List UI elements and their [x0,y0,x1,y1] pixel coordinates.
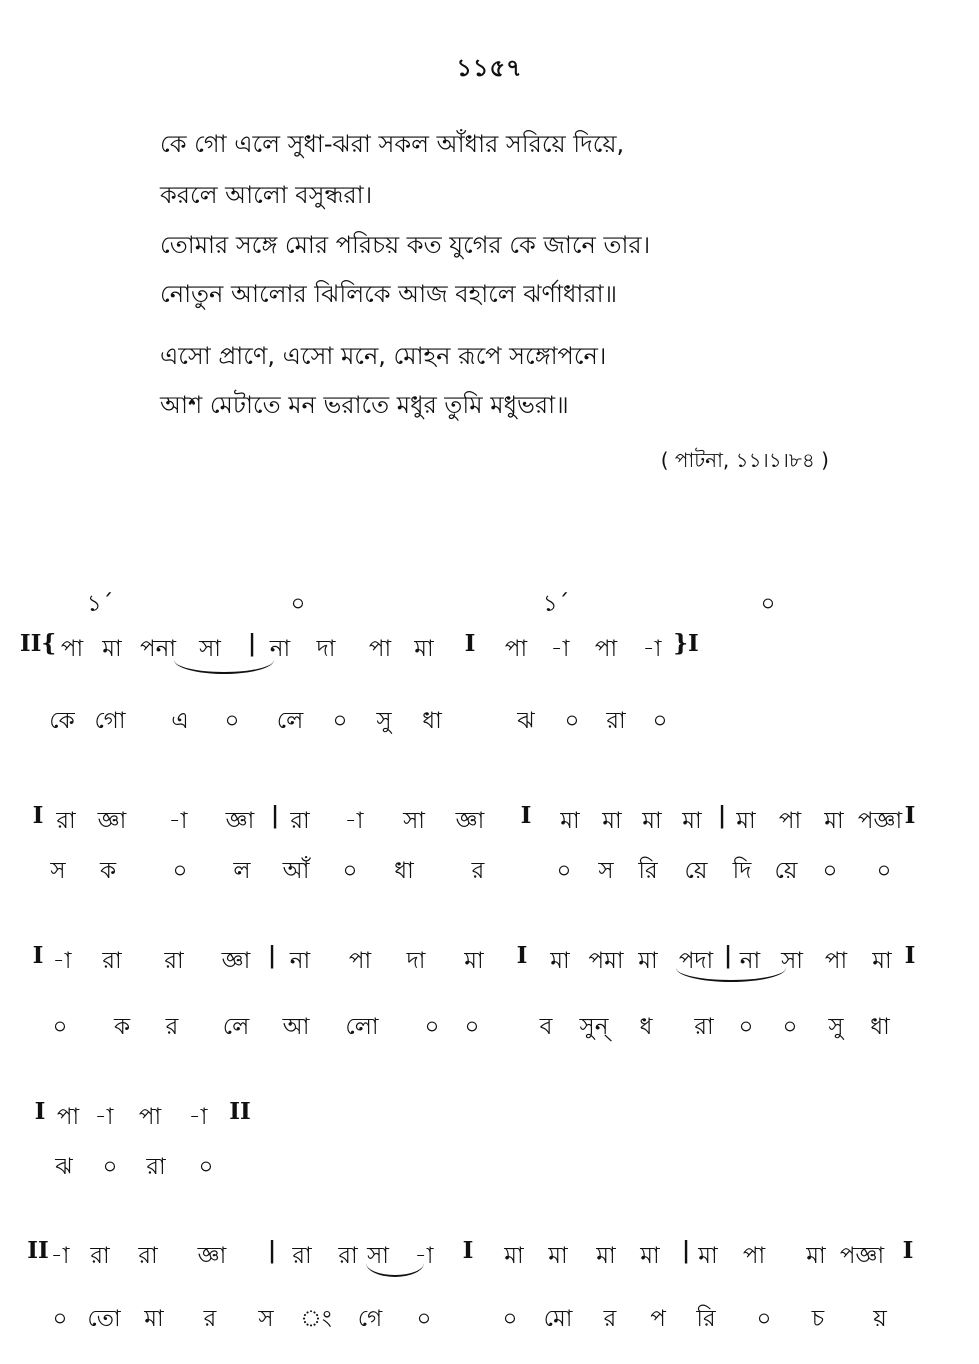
lyric-syllable: রি [696,1306,716,1332]
swar-note: মা [602,808,622,834]
lyric-syllable: ০ [822,858,838,884]
swar-note: রা [292,1243,312,1269]
swar-note: -া [344,808,364,834]
swar-note: রা [164,948,184,974]
swar-note: মা [638,948,658,974]
swar-note: মা [824,808,844,834]
swar-note: সা [367,1243,389,1269]
bar-line: | [267,942,277,969]
bar-line: I [464,630,476,657]
swar-note: মা [640,1243,660,1269]
lyric-syllable: লো [345,1014,379,1040]
lyric-syllable: মো [543,1306,573,1332]
lyric-line: তোমার সঙ্গে মোর পরিচয় কত যুগের কে জানে তার। [160,231,651,259]
lyric-syllable: ০ [342,858,358,884]
lyric-syllable: র [603,1306,617,1332]
beat-mark: ১´ [542,591,570,617]
swar-note: -া [52,948,72,974]
lyric-syllable: র [165,1014,179,1040]
swar-note: পমা [588,948,624,974]
bar-line: I [904,942,916,969]
lyric-syllable: দি [732,858,752,884]
lyric-syllable: চ [811,1306,825,1332]
swar-note: রা [290,808,310,834]
lyric-syllable: আ [282,1014,310,1040]
bar-line: I [516,942,528,969]
bar-line: | [270,802,280,829]
swar-note: পা [348,948,372,974]
place-date: ( পাটনা, ১১।১।৮৪ ) [660,448,829,472]
swar-note: না [289,948,311,974]
lyric-syllable: ০ [424,1014,440,1040]
swar-note: মা [102,636,122,662]
swar-note: মা [504,1243,524,1269]
lyric-syllable: ০ [416,1306,432,1332]
lyric-syllable: ০ [876,858,892,884]
swar-note: না [269,636,291,662]
swar-note: মা [698,1243,718,1269]
lyric-syllable: লে [276,708,304,734]
lyric-syllable: ং [300,1306,332,1332]
lyric-syllable: ০ [52,1306,68,1332]
swar-note: জ্ঞা [225,808,255,834]
lyric-syllable: গো [94,708,126,734]
swar-note: দা [316,636,336,662]
lyric-syllable: ০ [172,858,188,884]
lyric-syllable: ০ [198,1154,214,1180]
bar-line: I [902,1237,914,1264]
bar-line: I [34,1098,46,1125]
swar-note: পা [742,1243,766,1269]
swar-note: মা [682,808,702,834]
swar-note: রা [138,1243,158,1269]
lyric-syllable: রা [146,1154,166,1180]
swar-note: পা [138,1104,162,1130]
swar-note: না [739,948,761,974]
lyric-syllable: কে [49,708,75,734]
lyric-syllable: রা [694,1014,714,1040]
page-number: ১১৫৭ [456,54,523,82]
beat-mark: ১´ [86,591,114,617]
lyric-syllable: ০ [102,1154,118,1180]
swar-note: মা [464,948,484,974]
lyric-syllable: ০ [224,708,240,734]
lyric-syllable: সু [376,708,392,734]
lyric-syllable: র [471,858,485,884]
lyric-syllable: আঁ [282,858,310,884]
swar-note: -া [642,636,662,662]
lyric-line: নোতুন আলোর ঝিলিকে আজ বহালে ঝর্ণাধারা॥ [160,280,618,308]
lyric-syllable: ০ [652,708,668,734]
swar-note: -া [94,1104,114,1130]
lyric-syllable: ধা [870,1014,890,1040]
swar-note: -া [188,1104,208,1130]
lyric-syllable: ধা [394,858,414,884]
swar-note: রা [56,808,76,834]
lyric-syllable: ধা [422,708,442,734]
lyric-syllable: ০ [738,1014,754,1040]
lyric-syllable: ঝ [55,1154,73,1180]
bar-line: | [723,942,733,969]
bar-line: II{ [19,630,57,657]
swar-note: মা [560,808,580,834]
bar-line: I [32,802,44,829]
lyric-line: করলে আলো বসুন্ধরা। [160,181,373,209]
bar-line: | [681,1237,691,1264]
lyric-syllable: ক [113,1014,131,1040]
swar-note: মা [642,808,662,834]
bar-line: I [520,802,532,829]
bar-line: I [32,942,44,969]
swar-note: মা [548,1243,568,1269]
swar-note: পা [368,636,392,662]
lyric-syllable: এ [171,708,189,734]
swar-note: পা [56,1104,80,1130]
swar-note: মা [736,808,756,834]
lyric-syllable: র [203,1306,217,1332]
lyric-syllable: সু [828,1014,844,1040]
lyric-syllable: ০ [756,1306,772,1332]
bar-line: I [462,1237,474,1264]
lyric-syllable: ০ [464,1014,480,1040]
bar-line: II [229,1098,251,1125]
lyric-syllable: ঝ [517,708,535,734]
swar-note: -া [168,808,188,834]
swar-note: পজ্ঞা [839,1243,885,1269]
lyric-syllable: ল [233,858,251,884]
swar-note: মা [550,948,570,974]
bar-line: | [247,630,257,657]
swar-note: জ্ঞা [455,808,485,834]
bar-line: II [27,1237,49,1264]
swar-note: মা [414,636,434,662]
swar-note: পা [824,948,848,974]
swar-note: সা [199,636,221,662]
lyric-syllable: রা [606,708,626,734]
swar-note: পনা [139,636,177,662]
swar-note: দা [406,948,426,974]
lyric-syllable: য়ে [684,858,708,884]
swar-note: মা [806,1243,826,1269]
lyric-syllable: লে [222,1014,250,1040]
swar-note: পা [594,636,618,662]
swar-note: জ্ঞা [197,1243,227,1269]
beat-mark: ০ [760,591,776,617]
swar-note: জ্ঞা [97,808,127,834]
slur-mark [174,660,274,674]
lyric-syllable: স [50,858,66,884]
swar-note: সা [403,808,425,834]
swar-note: পা [778,808,802,834]
bar-line: | [267,1237,277,1264]
lyric-syllable: ০ [52,1014,68,1040]
lyric-syllable: স [598,858,614,884]
bar-line: I [904,802,916,829]
swar-note: -া [414,1243,434,1269]
lyric-syllable: সুন্ [579,1014,609,1040]
swar-note: রা [90,1243,110,1269]
lyric-syllable: তো [87,1306,121,1332]
lyric-syllable: ক [99,858,117,884]
lyric-syllable: য়ে [774,858,798,884]
swar-note: জ্ঞা [221,948,251,974]
lyric-syllable: য় [873,1306,887,1332]
swar-note: রা [338,1243,358,1269]
lyric-syllable: মা [144,1306,164,1332]
swar-note: মা [872,948,892,974]
lyric-syllable: ০ [782,1014,798,1040]
lyric-line: আশ মেটাতে মন ভরাতে মধুর তুমি মধুভরা॥ [160,391,569,419]
swar-note: পা [60,636,84,662]
bar-line: }I [673,630,699,657]
lyric-syllable: স [258,1306,274,1332]
swar-note: -া [50,1243,70,1269]
lyric-syllable: ০ [564,708,580,734]
swar-note: মা [596,1243,616,1269]
lyric-syllable: গে [357,1306,383,1332]
lyric-syllable: রি [638,858,658,884]
lyric-syllable: প [650,1306,666,1332]
swar-note: সা [781,948,803,974]
swar-note: পা [504,636,528,662]
swar-note: রা [102,948,122,974]
lyric-syllable: ০ [556,858,572,884]
lyric-syllable: ব [539,1014,553,1040]
lyric-syllable: ০ [332,708,348,734]
lyric-syllable: ধ [639,1014,653,1040]
beat-mark: ০ [290,591,306,617]
lyric-syllable: ০ [502,1306,518,1332]
lyric-line: কে গো এলে সুধা-ঝরা সকল আঁধার সরিয়ে দিয়ে, [160,130,625,158]
bar-line: | [717,802,727,829]
lyric-line: এসো প্রাণে, এসো মনে, মোহন রূপে সঙ্গোপনে। [160,342,607,370]
swar-note: পজ্ঞা [857,808,903,834]
swar-note: -া [550,636,570,662]
swar-note: পদা [678,948,714,974]
